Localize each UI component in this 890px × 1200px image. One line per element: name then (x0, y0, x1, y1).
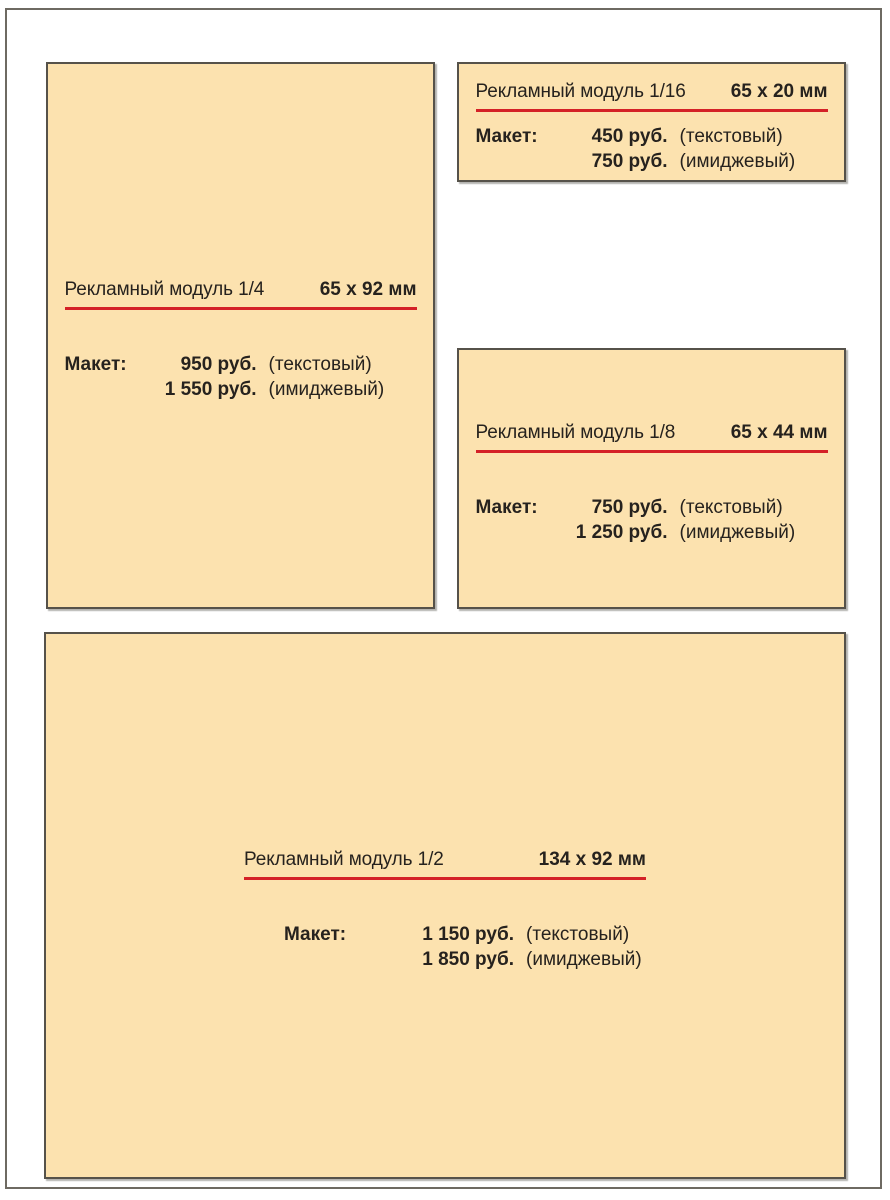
price-block (65, 352, 417, 402)
price-kind: (текстовый) (268, 354, 372, 375)
price-amount: 450 руб. (591, 125, 668, 147)
price-kind: (текстовый) (679, 497, 783, 518)
module-size: 134 x 92 мм (538, 849, 646, 870)
price-row (165, 352, 385, 377)
ad-module-panel-1-2 (44, 632, 846, 1179)
price-row (576, 124, 796, 149)
module-title: Рекламный модуль 1/4 (64, 279, 265, 300)
red-underline-rule (476, 109, 828, 112)
price-rows (384, 922, 642, 972)
red-underline-rule (65, 307, 417, 310)
ad-module-panel-1-8 (457, 348, 846, 609)
price-row (384, 947, 642, 972)
price-label: Макет: (475, 497, 538, 518)
module-header (244, 849, 646, 871)
price-rows (165, 352, 385, 402)
module-size: 65 x 20 мм (730, 80, 828, 102)
panel-content (476, 71, 828, 174)
module-size: 65 x 92 мм (319, 279, 417, 300)
module-header (476, 81, 828, 103)
module-header (65, 279, 417, 301)
price-rows (576, 495, 796, 545)
price-kind: (имиджевый) (679, 522, 796, 543)
panel-content (65, 269, 417, 402)
module-title: Рекламный модуль 1/16 (475, 80, 686, 102)
module-title: Рекламный модуль 1/2 (244, 849, 444, 870)
price-row (384, 922, 642, 947)
panel-content (244, 839, 646, 972)
panel-content (476, 412, 828, 545)
price-kind: (имиджевый) (268, 379, 385, 400)
price-block (244, 922, 646, 972)
price-kind: (имиджевый) (679, 150, 796, 172)
price-row (576, 149, 796, 174)
price-label: Макет: (475, 125, 538, 147)
price-amount: 1 250 руб. (575, 522, 668, 543)
price-row (576, 520, 796, 545)
price-block (476, 495, 828, 545)
price-amount: 1 550 руб. (164, 379, 257, 400)
red-underline-rule (476, 450, 828, 453)
price-amount: 1 850 руб. (422, 949, 514, 970)
ad-module-panel-1-4 (46, 62, 435, 609)
module-size: 65 x 44 мм (730, 422, 828, 443)
price-label: Макет: (284, 924, 347, 945)
price-block (476, 124, 828, 174)
price-amount: 750 руб. (591, 497, 668, 518)
price-row (576, 495, 796, 520)
price-amount: 750 руб. (591, 150, 668, 172)
price-kind: (текстовый) (679, 125, 783, 147)
price-kind: (имиджевый) (526, 949, 642, 970)
ad-module-panel-1-16 (457, 62, 846, 182)
price-row (165, 377, 385, 402)
red-underline-rule (244, 877, 646, 880)
price-label: Макет: (64, 354, 127, 375)
price-rows (576, 124, 796, 174)
module-title: Рекламный модуль 1/8 (475, 422, 676, 443)
module-header (476, 422, 828, 444)
price-amount: 1 150 руб. (422, 924, 514, 945)
price-amount: 950 руб. (180, 354, 257, 375)
price-kind: (текстовый) (526, 924, 630, 945)
